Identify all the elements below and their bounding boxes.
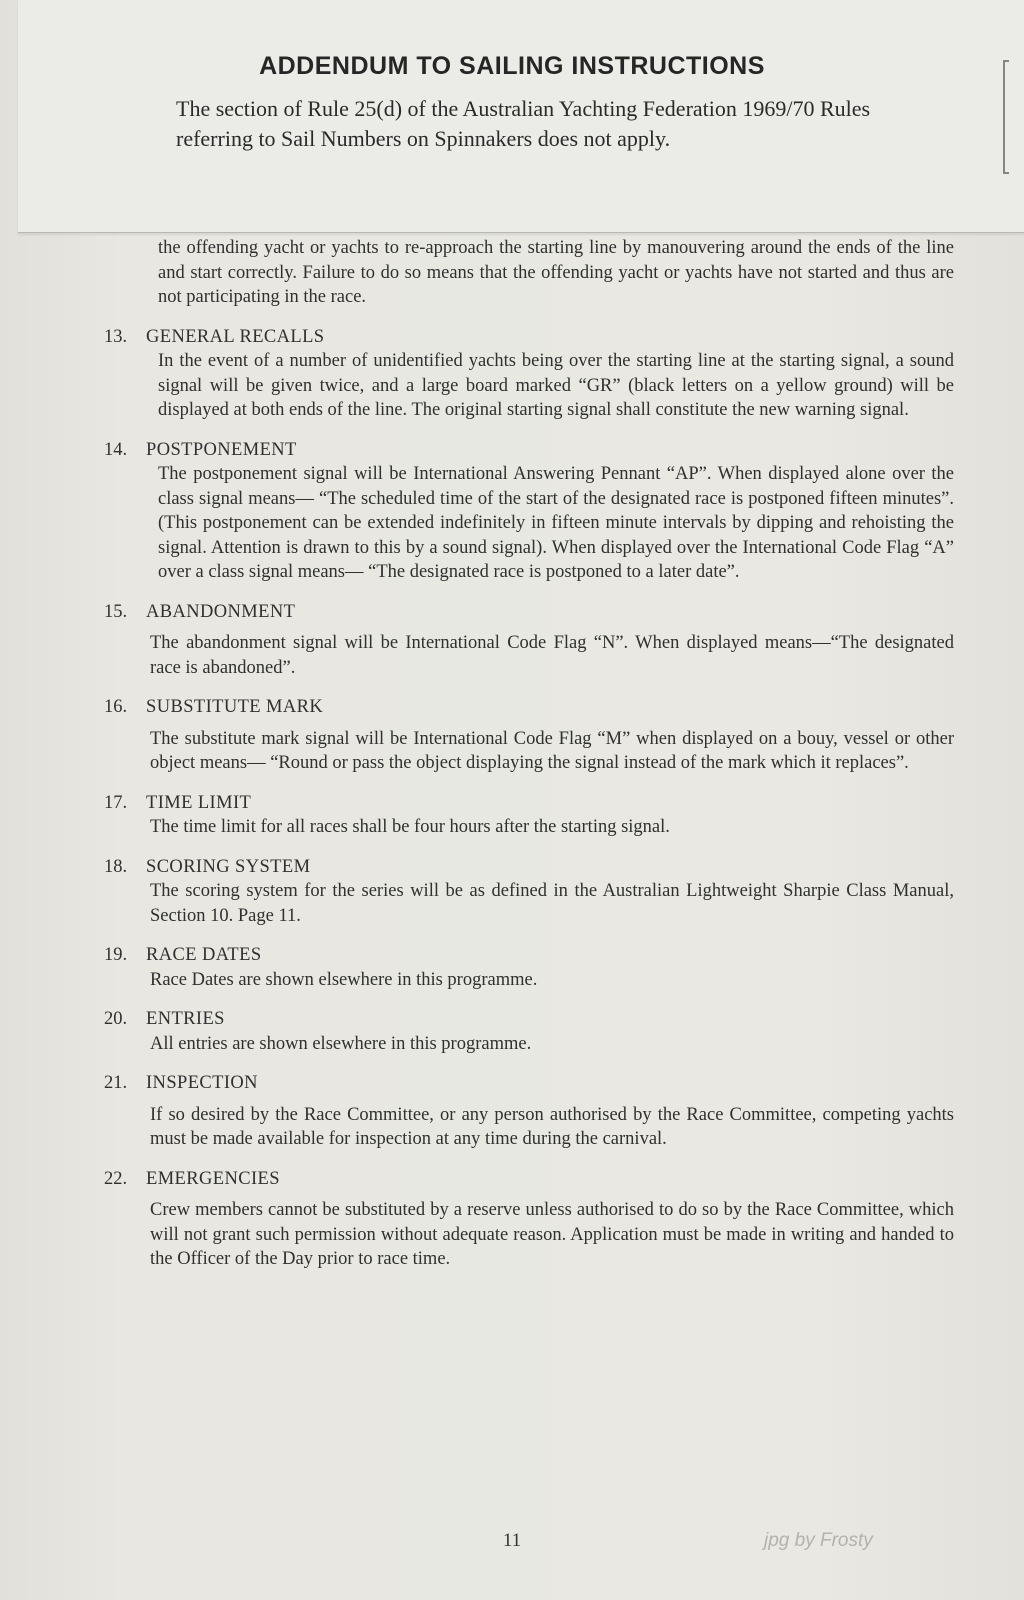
section-number: 20. (104, 1009, 128, 1029)
section-number: 21. (104, 1073, 128, 1093)
photo-credit-watermark: jpg by Frosty (764, 1530, 873, 1551)
section-number: 15. (104, 601, 128, 622)
section-number: 19. (104, 945, 128, 965)
section-number: 16. (104, 697, 128, 717)
section-body: If so desired by the Race Committee, or any person authorised by the Race Committee, competing yachts must be made available for inspection at any time during the carnival. (150, 1104, 954, 1149)
section-number: 18. (104, 856, 128, 877)
section-title: GENERAL RECALLS (146, 326, 325, 347)
section-item (104, 695, 954, 776)
section-title: POSTPONEMENT (146, 439, 297, 460)
page-number: 11 (502, 1530, 522, 1551)
section-body: The postponement signal will be International Answering Pennant “AP”. When displayed alone over the class signal means— “The scheduled time of the start of the designated race is postponed fifteen minutes”. (This postponement can be extended indefinitely in fifteen minute intervals by dipping and rehoisting the signal. Attention is drawn to this by a sound signal). When displayed over the International Code Flag “A” over a class signal means— “The designated race is postponed to a later date”. (158, 464, 954, 582)
section-number: 17. (104, 792, 128, 813)
section-item (104, 438, 954, 585)
section-title: RACE DATES (146, 945, 262, 965)
lead-paragraph: the offending yacht or yachts to re-approach the starting line by manouvering around the ends of the line and start correctly. Failure to do so means that the offending yacht or yachts have not started and thus are not participating in the race. (158, 238, 954, 307)
section-item (104, 791, 954, 840)
section-number: 22. (104, 1168, 128, 1189)
section-item (104, 943, 954, 992)
section-body: The time limit for all races shall be four hours after the starting signal. (150, 817, 670, 837)
margin-bracket-mark (1003, 60, 1009, 174)
section-title: INSPECTION (146, 1073, 258, 1093)
section-number: 13. (104, 326, 128, 347)
section-title: TIME LIMIT (146, 792, 252, 813)
section-body: All entries are shown elsewhere in this programme. (150, 1033, 532, 1054)
section-body: Crew members cannot be substituted by a reserve unless authorised to do so by the Race Committee, which will not grant such permission without adequate reason. Application must be made in writing and handed to the Officer of the Day prior to race time. (150, 1200, 954, 1269)
instructions-content (104, 236, 954, 1272)
section-body: The scoring system for the series will be as defined in the Australian Lightweight Sharpie Class Manual, Section 10. Page 11. (150, 881, 954, 926)
addendum-slip (18, 0, 1024, 233)
section-item (104, 600, 954, 681)
section-title: ABANDONMENT (146, 601, 296, 622)
section-item (104, 325, 954, 423)
section-title: ENTRIES (146, 1009, 225, 1029)
section-item (104, 1071, 954, 1152)
section-body: In the event of a number of unidentified yachts being over the starting line at the starting signal, a sound signal will be given twice, and a large board marked “GR” (black letters on a yellow ground) will be displayed at both ends of the line. The original starting signal shall constitute the new warning signal. (158, 351, 954, 420)
section-title: EMERGENCIES (146, 1168, 280, 1189)
section-title: SUBSTITUTE MARK (146, 697, 324, 717)
section-item (104, 1167, 954, 1272)
section-body: Race Dates are shown elsewhere in this programme. (150, 969, 538, 990)
section-body: The abandonment signal will be International Code Flag “N”. When displayed means—“The designated race is abandoned”. (150, 633, 954, 678)
section-number: 14. (104, 439, 128, 460)
addendum-body: The section of Rule 25(d) of the Australian Yachting Federation 1969/70 Rules referring to Sail Numbers on Spinnakers does not apply. (176, 96, 871, 151)
section-title: SCORING SYSTEM (146, 856, 311, 877)
section-item (104, 855, 954, 929)
section-body: The substitute mark signal will be International Code Flag “M” when displayed on a bouy, vessel or other object means— “Round or pass the object displaying the signal instead of the mark which it replaces”. (150, 728, 954, 773)
section-item (104, 1007, 954, 1056)
addendum-title: ADDENDUM TO SAILING INSTRUCTIONS (259, 52, 765, 80)
